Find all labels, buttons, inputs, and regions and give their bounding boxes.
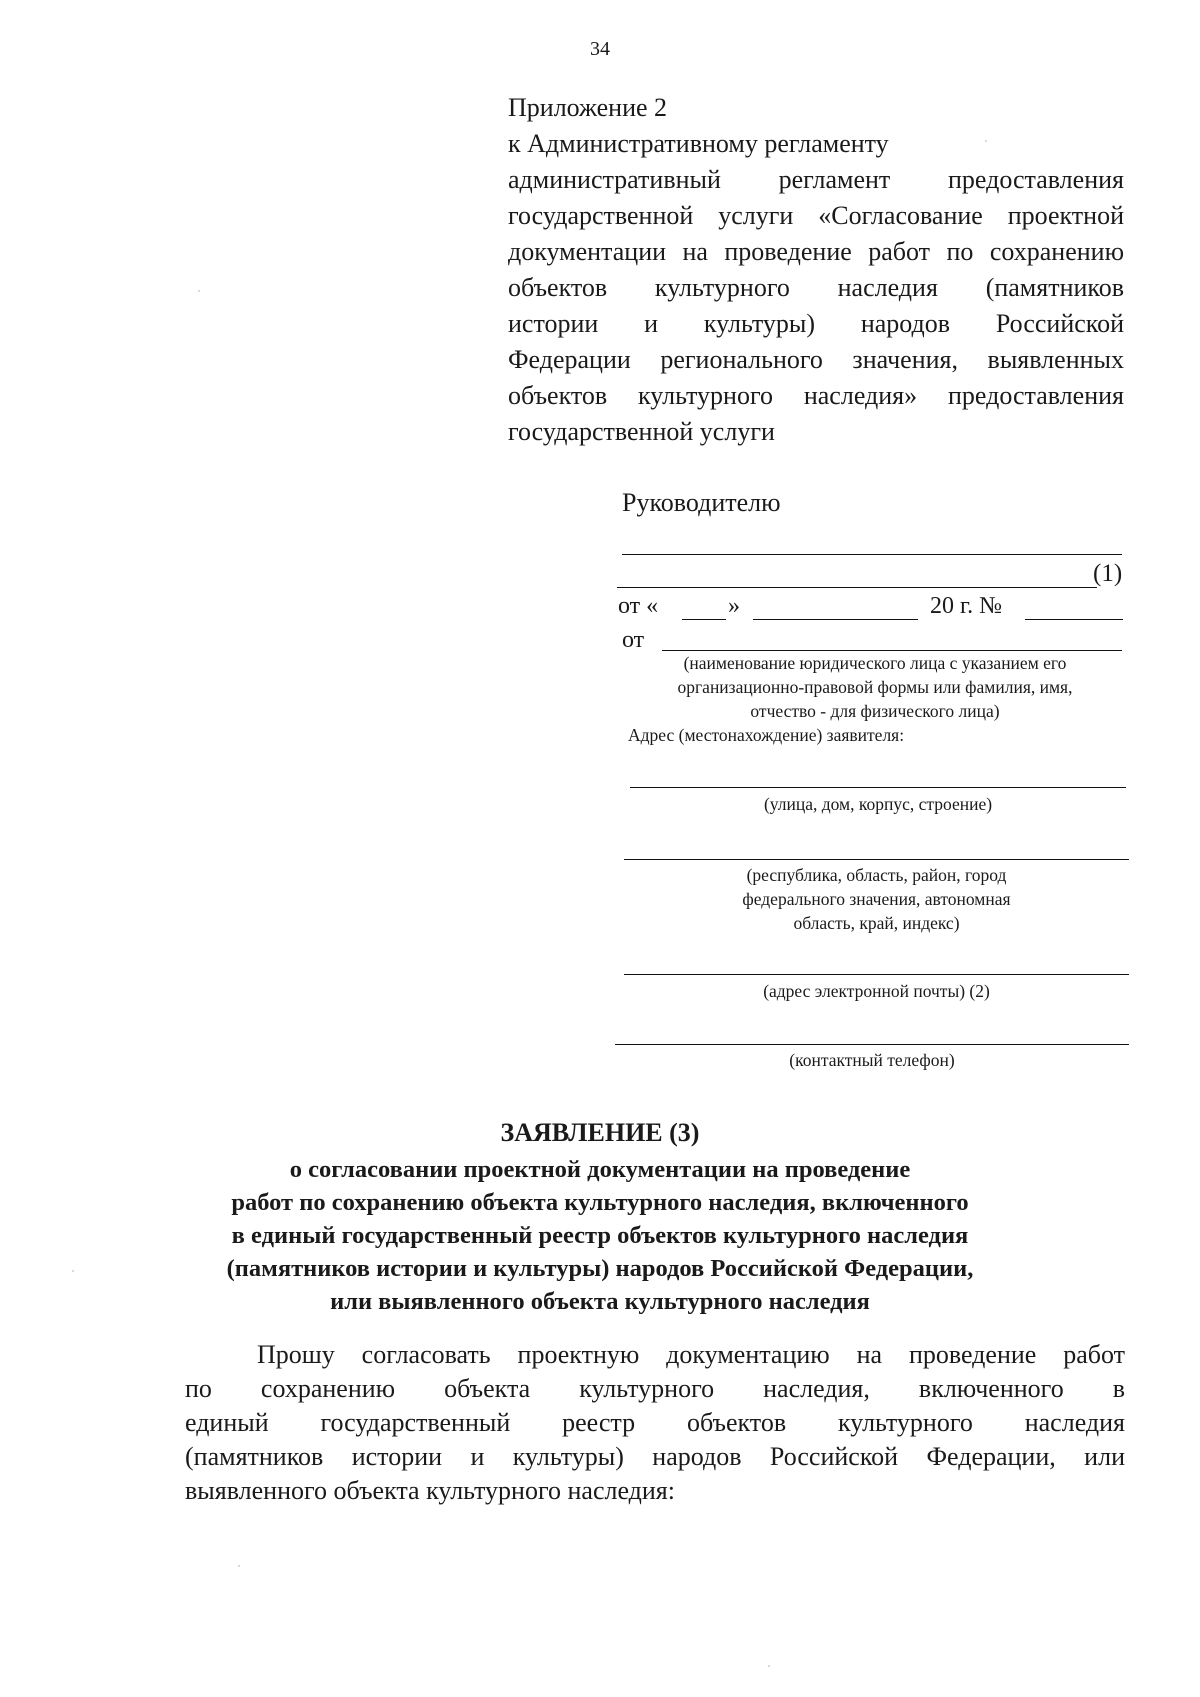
recipient-line-1[interactable] (622, 554, 1122, 555)
year-number-label: 20 г. № (930, 593, 1003, 619)
appendix-line: истории и культуры) народов Российской (508, 309, 1124, 338)
statement-subtitle: о согласовании проектной документации на проведение работ по сохранению объекта культурного наследия, включенного в единый государственный реестр объектов культурного наследия (памятников истории и культуры) народов Российской Федерации, или выявленного объекта культурного наследия (226, 1156, 974, 1315)
body-line: единый государственный реестр объектов культурного наследия (185, 1408, 1125, 1437)
street-note: (улица, дом, корпус, строение) (763, 794, 993, 814)
from-label: от (622, 627, 645, 653)
appendix-line: административный регламент предоставления (508, 165, 1124, 194)
footnote-1: (1) (1093, 560, 1123, 587)
recipient-line-2[interactable] (617, 587, 1097, 588)
phone-field[interactable] (615, 1044, 1129, 1045)
body-line: Прошу согласовать проектную документацию на проведение работ (257, 1340, 1125, 1369)
applicant-note: (наименование юридического лица с указанием его организационно-правовой формы или фамилия, имя, отчество - для физического лица) (677, 653, 1073, 721)
appendix-line: Приложение 2 (508, 93, 668, 122)
from-date-quote-close: » (728, 593, 740, 619)
addressee-label: Руководителю (622, 488, 781, 517)
appendix-line: государственной услуги (508, 417, 775, 446)
phone-note: (контактный телефон) (789, 1050, 955, 1070)
number-field[interactable] (1025, 619, 1123, 620)
body-line: (памятников истории и культуры) народов Российской Федерации, или (185, 1442, 1125, 1471)
body-line: по сохранению объекта культурного наследия, включенного в (185, 1374, 1125, 1403)
month-field[interactable] (753, 619, 918, 620)
day-field[interactable] (682, 619, 726, 620)
appendix-line: документации на проведение работ по сохранению (508, 237, 1124, 266)
scan-speck (238, 1565, 240, 1567)
appendix-line: Федерации регионального значения, выявленных (508, 345, 1124, 374)
body-line: выявленного объекта культурного наследия: (185, 1476, 675, 1505)
appendix-header (508, 90, 1124, 450)
appendix-line: государственной услуги «Согласование проектной (508, 201, 1124, 230)
email-note: (адрес электронной почты) (2) (763, 981, 990, 1001)
from-date-prefix: от « (618, 593, 659, 619)
appendix-line: объектов культурного наследия» предоставления (508, 381, 1124, 410)
statement-body (185, 1338, 1125, 1508)
appendix-line: к Административному регламенту (508, 129, 889, 158)
scan-speck (198, 290, 200, 292)
scan-speck (985, 140, 987, 142)
region-note: (республика, область, район, город федерального значения, автономная область, край, индекс) (742, 865, 1011, 933)
appendix-line: объектов культурного наследия (памятников (508, 273, 1124, 302)
address-label: Адрес (местонахождение) заявителя: (628, 725, 905, 745)
scan-speck (768, 1665, 770, 1667)
email-field[interactable] (624, 974, 1129, 975)
scan-speck (72, 1270, 74, 1272)
page-number: 34 (590, 38, 610, 60)
region-field[interactable] (624, 859, 1129, 860)
statement-title: ЗАЯВЛЕНИЕ (3) (500, 1118, 700, 1147)
street-field[interactable] (630, 787, 1126, 788)
